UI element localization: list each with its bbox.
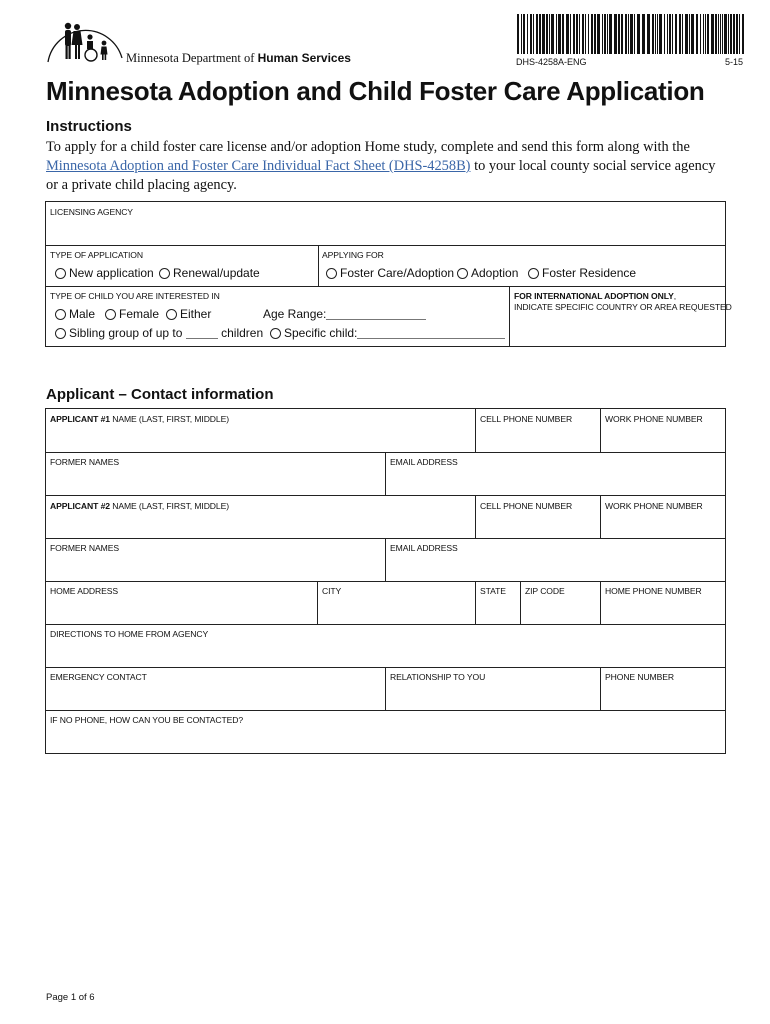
applicant1-name-field[interactable] — [46, 409, 475, 452]
applicant2-email-field[interactable] — [386, 539, 725, 581]
cell-phone-label-2: CELL PHONE NUMBER — [480, 501, 573, 511]
licensing-agency-field[interactable] — [46, 202, 725, 245]
international-label — [514, 291, 676, 301]
former-names-label: FORMER NAMES — [50, 457, 119, 467]
age-range-field[interactable] — [263, 307, 426, 321]
foster-care-adoption-label: Foster Care/Adoption — [340, 266, 455, 280]
work-phone-label-2: WORK PHONE NUMBER — [605, 501, 703, 511]
relationship-label: RELATIONSHIP TO YOU — [390, 672, 486, 682]
international-bold: FOR INTERNATIONAL ADOPTION ONLY — [514, 291, 674, 301]
directions-field[interactable] — [46, 625, 725, 667]
radio-female[interactable] — [105, 309, 116, 320]
home-address-field[interactable] — [46, 582, 317, 624]
page-number: Page 1 of 6 — [46, 992, 95, 1003]
instructions-text-after: to your local county social service agency or a private child placing agency. — [46, 158, 716, 193]
home-phone-label: HOME PHONE NUMBER — [605, 586, 702, 596]
option-foster-residence[interactable] — [528, 266, 636, 280]
age-range-label: Age Range: — [263, 307, 327, 321]
no-phone-contact-field[interactable] — [46, 711, 725, 753]
applicant1-email-field[interactable] — [386, 453, 725, 495]
specific-child-label: Specific child: — [284, 326, 358, 340]
female-label: Female — [119, 307, 160, 321]
adoption-label: Adoption — [471, 266, 519, 280]
new-application-label: New application — [69, 266, 154, 280]
radio-adoption[interactable] — [457, 268, 468, 279]
home-phone-field[interactable] — [601, 582, 725, 624]
international-adoption-field[interactable] — [510, 287, 732, 346]
email-label-2: EMAIL ADDRESS — [390, 543, 458, 553]
former-names-label-2: FORMER NAMES — [50, 543, 119, 553]
sibling-group-label: Sibling group of up to — [69, 326, 183, 340]
state-label: STATE — [480, 586, 506, 596]
dhs-logo — [44, 18, 124, 66]
city-label: CITY — [322, 586, 342, 596]
radio-sibling-group[interactable] — [55, 328, 66, 339]
option-male[interactable] — [55, 307, 95, 321]
fact-sheet-link[interactable]: Minnesota Adoption and Foster Care Individual Fact Sheet (DHS-4258B) — [46, 158, 471, 174]
radio-new-application[interactable] — [55, 268, 66, 279]
home-address-label: HOME ADDRESS — [50, 586, 119, 596]
applicant2-cell-phone-field[interactable] — [476, 496, 600, 538]
sibling-count-blank[interactable] — [186, 328, 218, 339]
applicant2-former-names-field[interactable] — [46, 539, 385, 581]
phone-number-label: PHONE NUMBER — [605, 672, 674, 682]
contact-section-heading: Applicant – Contact information — [46, 386, 274, 403]
option-foster-care-adoption[interactable] — [326, 266, 454, 280]
radio-foster-care-adoption[interactable] — [326, 268, 337, 279]
zip-code-field[interactable] — [521, 582, 600, 624]
radio-either[interactable] — [166, 309, 177, 320]
option-specific-child[interactable] — [270, 326, 505, 340]
radio-renewal-update[interactable] — [159, 268, 170, 279]
radio-specific-child[interactable] — [270, 328, 281, 339]
option-sibling-group[interactable] — [55, 326, 263, 340]
licensing-agency-label: LICENSING AGENCY — [50, 207, 133, 217]
applying-for-label: APPLYING FOR — [322, 250, 384, 260]
emergency-contact-field[interactable] — [46, 668, 385, 710]
renewal-update-label: Renewal/update — [173, 266, 260, 280]
work-phone-label: WORK PHONE NUMBER — [605, 414, 703, 424]
org-bold: Human Services — [257, 51, 351, 65]
instructions-text — [46, 138, 716, 195]
option-either[interactable] — [166, 307, 211, 321]
directions-label: DIRECTIONS TO HOME FROM AGENCY — [50, 629, 209, 639]
contact-info-box — [45, 408, 726, 754]
option-renewal-update[interactable] — [159, 266, 260, 280]
org-prefix: Minnesota Department of — [126, 51, 255, 65]
applicant1-name-label — [50, 414, 229, 424]
applicant1-name-suffix: NAME (LAST, FIRST, MIDDLE) — [109, 414, 229, 424]
applicant1-bold: APPLICANT #1 — [50, 414, 110, 424]
age-range-blank[interactable] — [326, 309, 426, 320]
children-label: children — [221, 326, 264, 340]
applicant2-work-phone-field[interactable] — [601, 496, 725, 538]
cell-phone-label: CELL PHONE NUMBER — [480, 414, 573, 424]
applicant2-bold: APPLICANT #2 — [50, 501, 110, 511]
radio-male[interactable] — [55, 309, 66, 320]
applicant1-cell-phone-field[interactable] — [476, 409, 600, 452]
no-phone-label: IF NO PHONE, HOW CAN YOU BE CONTACTED? — [50, 715, 244, 725]
option-new-application[interactable] — [55, 266, 154, 280]
emergency-contact-label: EMERGENCY CONTACT — [50, 672, 147, 682]
applicant2-name-field[interactable] — [46, 496, 475, 538]
foster-residence-label: Foster Residence — [542, 266, 637, 280]
application-info-box — [45, 201, 732, 347]
international-comma: , — [673, 291, 677, 301]
option-adoption[interactable] — [457, 266, 518, 280]
instructions-heading: Instructions — [46, 118, 132, 135]
radio-foster-residence[interactable] — [528, 268, 539, 279]
male-label: Male — [69, 307, 96, 321]
city-field[interactable] — [318, 582, 475, 624]
applicant1-former-names-field[interactable] — [46, 453, 385, 495]
zip-code-label: ZIP CODE — [525, 586, 565, 596]
org-name — [126, 51, 351, 66]
type-of-child-label: TYPE OF CHILD YOU ARE INTERESTED IN — [50, 291, 220, 301]
type-of-application-label: TYPE OF APPLICATION — [50, 250, 143, 260]
international-instructions: INDICATE SPECIFIC COUNTRY OR AREA REQUESTED — [514, 302, 732, 312]
barcode — [517, 14, 747, 54]
applicant2-name-label — [50, 501, 229, 511]
applicant2-name-suffix: NAME (LAST, FIRST, MIDDLE) — [109, 501, 229, 511]
specific-child-blank[interactable] — [357, 328, 505, 339]
either-label: Either — [180, 307, 212, 321]
state-field[interactable] — [476, 582, 520, 624]
doc-id: DHS-4258A-ENG — [516, 57, 587, 67]
page-title: Minnesota Adoption and Child Foster Care Application — [46, 76, 705, 106]
applicant1-work-phone-field[interactable] — [601, 409, 725, 452]
option-female[interactable] — [105, 307, 159, 321]
doc-date: 5-15 — [725, 57, 744, 67]
email-label: EMAIL ADDRESS — [390, 457, 458, 467]
instructions-text-before: To apply for a child foster care license and/or adoption Home study, complete and send this form along with the — [46, 139, 690, 155]
relationship-field[interactable] — [386, 668, 600, 710]
emergency-phone-field[interactable] — [601, 668, 725, 710]
